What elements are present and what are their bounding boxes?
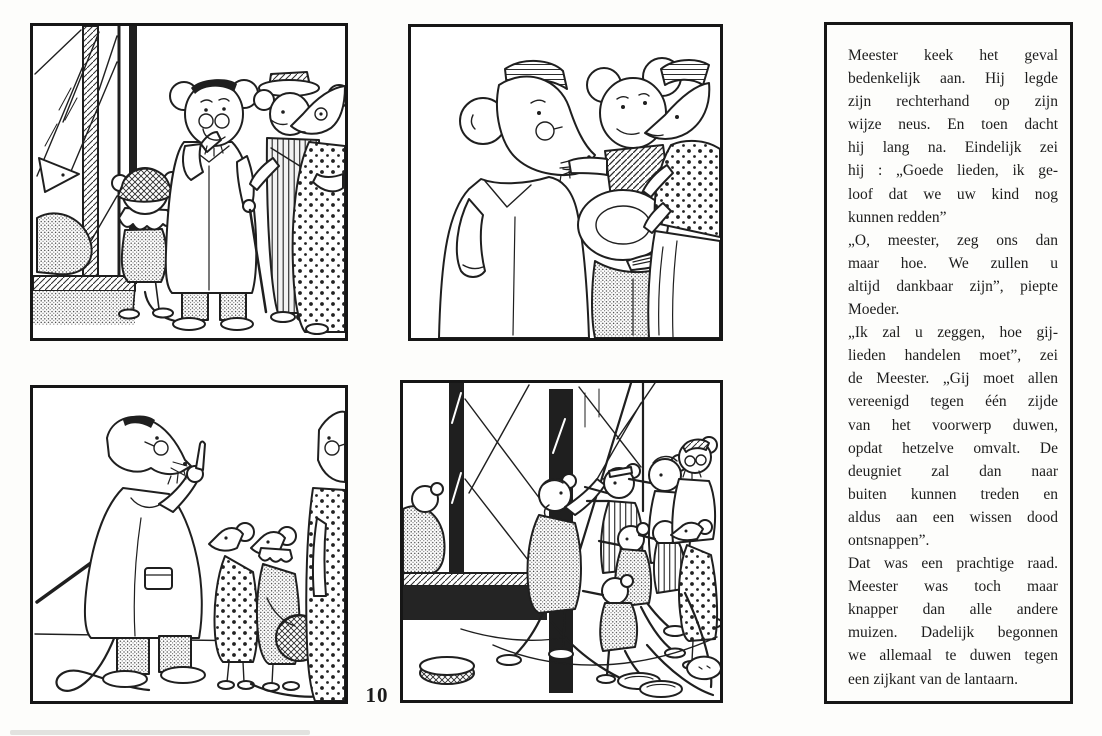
story-panel-3 [30, 385, 348, 704]
text-line: we allemaal te duwen tegen [848, 647, 1058, 665]
text-line: vereenigd tegen één zijde [848, 393, 1058, 411]
panel-4-illustration-mice-push-lantern [403, 383, 720, 700]
text-line: zijn rechterhand op zijn [848, 93, 1058, 111]
text-line: Dat was een prachtige raad. [848, 555, 1058, 573]
text-line: hij : „Goede lieden, ik ge- [848, 162, 1058, 180]
text-line: hij lang na. Eindelijk zei [848, 139, 1058, 157]
text-line: deugniet zal dan naar [848, 462, 1058, 480]
panel-2-illustration-parents-plead-with-meester [411, 27, 720, 338]
text-line: loof dat we uw kind nog [848, 185, 1058, 203]
paragraph [848, 44, 1058, 229]
text-line: Meester was toch maar [848, 578, 1058, 596]
story-text [848, 44, 1058, 691]
text-line: knapper dan alle andere [848, 601, 1058, 619]
text-line: Meester keek het geval [848, 47, 1058, 64]
text-line: altijd dankbaar zijn”, piepte [848, 277, 1058, 295]
text-line: van het voorwerp duwen, [848, 416, 1058, 434]
text-line: de Meester. „Gij moet allen [848, 370, 1058, 388]
text-line: bedenkelijk aan. Hij legde [848, 70, 1058, 88]
story-panel-4 [400, 380, 723, 703]
text-line: een zijkant van de lantaarn. [848, 670, 1018, 688]
scan-edge-artifact [10, 730, 310, 735]
text-line: ontsnappen”. [848, 531, 930, 549]
text-line: opdat hetzelve omvalt. De [848, 439, 1058, 457]
paragraph [848, 321, 1058, 552]
text-line: maar hoe. We zullen u [848, 254, 1058, 272]
text-line: „Ik zal u zeggen, hoe gij- [848, 324, 1058, 342]
text-line: aldus aan een wissen dood [848, 508, 1058, 526]
text-line: buiten kunnen treden en [848, 485, 1058, 503]
story-panel-2 [408, 24, 723, 341]
page-number: 10 [365, 683, 389, 707]
paragraph [848, 552, 1058, 691]
text-line: lieden handelen moet”, zei [848, 347, 1058, 365]
panel-3-illustration-meester-gives-advice [33, 388, 345, 701]
text-line: muizen. Dadelijk begonnen [848, 624, 1058, 642]
text-line: wijze neus. En toen dacht [848, 116, 1058, 134]
paragraph [848, 229, 1058, 321]
text-line: Moeder. [848, 301, 900, 319]
panel-1-illustration-mice-before-lantern [33, 26, 345, 338]
story-panel-1 [30, 23, 348, 341]
text-line: kunnen redden” [848, 208, 947, 226]
story-text-box [824, 22, 1073, 704]
text-line: „O, meester, zeg ons dan [848, 231, 1058, 249]
